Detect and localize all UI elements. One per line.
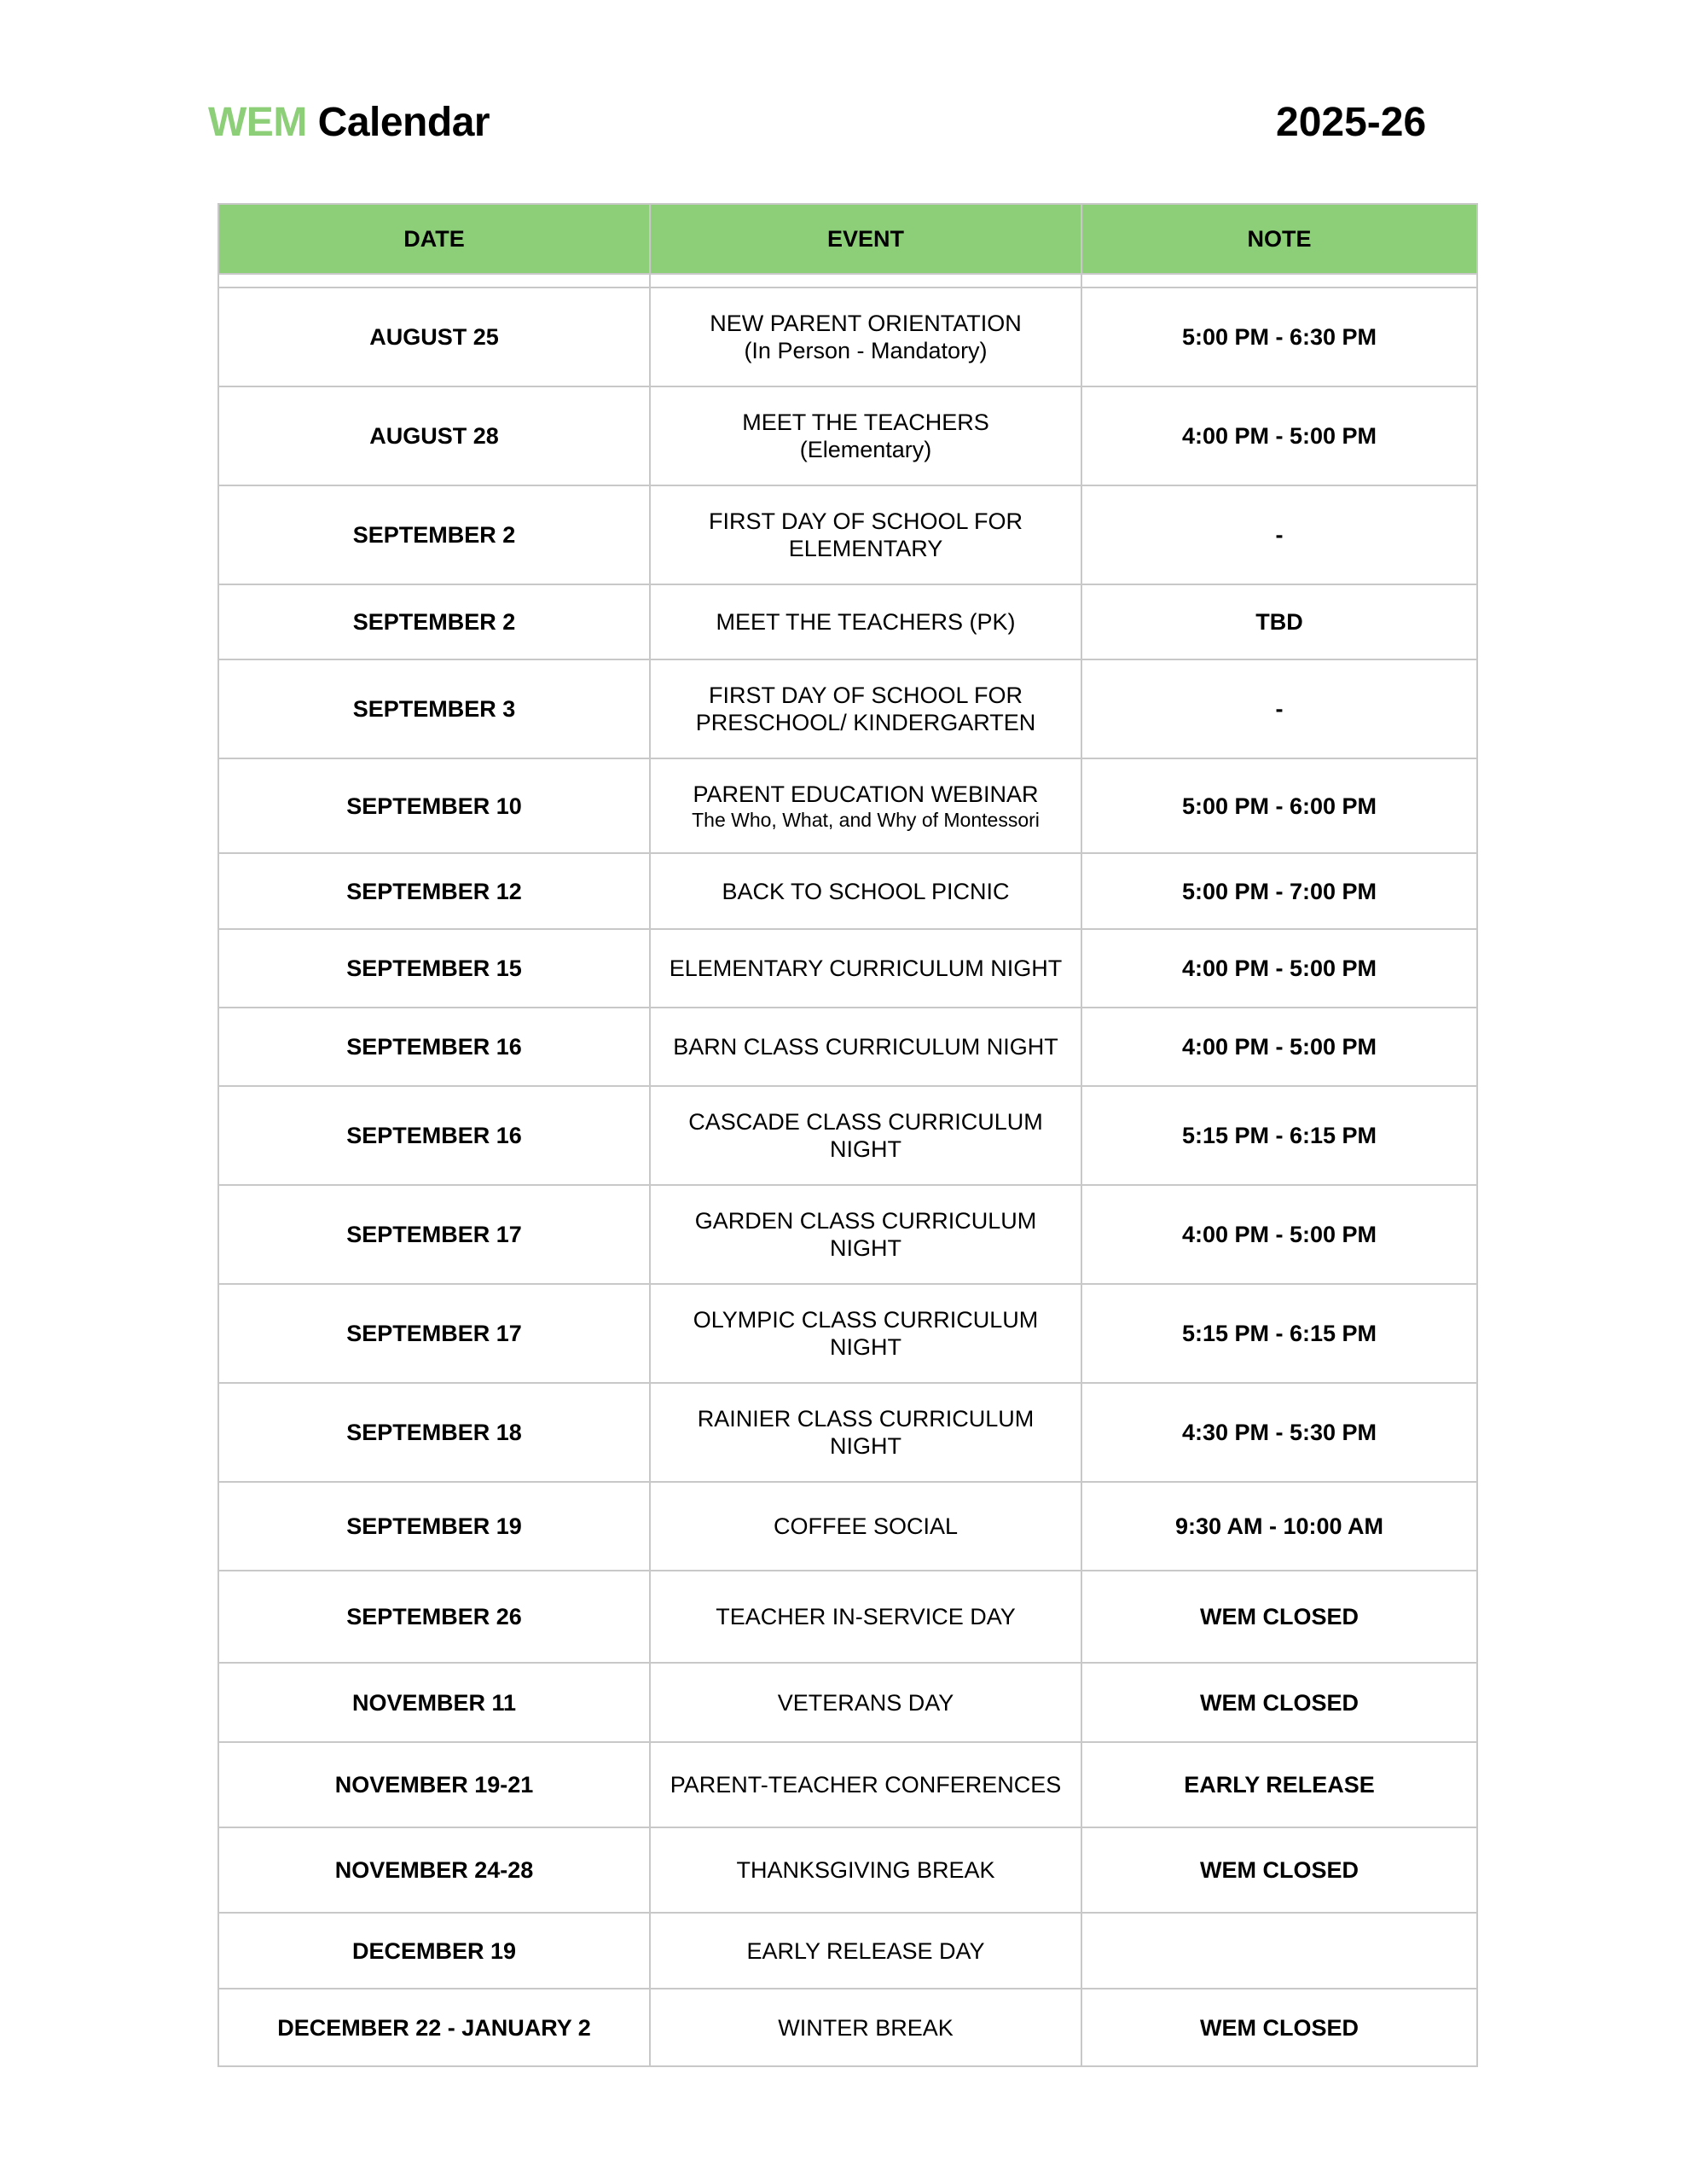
- row-date: DECEMBER 22 - JANUARY 2: [218, 1989, 650, 2066]
- event-title: BARN CLASS CURRICULUM NIGHT: [673, 1034, 1058, 1060]
- row-note: 4:00 PM - 5:00 PM: [1081, 1008, 1477, 1086]
- row-date: SEPTEMBER 2: [218, 584, 650, 659]
- table-row: [218, 1008, 1477, 1086]
- calendar-table: [217, 203, 1478, 2067]
- row-date: SEPTEMBER 12: [218, 853, 650, 929]
- event-subtitle: PRESCHOOL/ KINDERGARTEN: [695, 710, 1036, 735]
- row-event: [650, 1185, 1081, 1284]
- event-title: NEW PARENT ORIENTATION: [710, 311, 1022, 336]
- row-event: [650, 386, 1081, 485]
- table-row: [218, 659, 1477, 758]
- row-event: [650, 758, 1081, 853]
- table-row: [218, 1383, 1477, 1482]
- table-row: [218, 485, 1477, 584]
- row-date: NOVEMBER 19-21: [218, 1742, 650, 1827]
- row-note: [1081, 1913, 1477, 1989]
- column-header-event: EVENT: [650, 204, 1081, 274]
- table-row: [218, 386, 1477, 485]
- row-event: [650, 1913, 1081, 1989]
- event-title: CASCADE CLASS CURRICULUM: [688, 1109, 1043, 1135]
- row-date: AUGUST 25: [218, 288, 650, 386]
- row-note: 4:00 PM - 5:00 PM: [1081, 386, 1477, 485]
- row-event: [650, 1827, 1081, 1913]
- event-title: FIRST DAY OF SCHOOL FOR: [708, 508, 1023, 534]
- header-spacer: [218, 274, 1477, 288]
- row-event: [650, 1383, 1081, 1482]
- table-row: [218, 1185, 1477, 1284]
- row-date: NOVEMBER 24-28: [218, 1827, 650, 1913]
- table-row: [218, 288, 1477, 386]
- row-date: NOVEMBER 11: [218, 1663, 650, 1742]
- table-row: [218, 1663, 1477, 1742]
- table-row: [218, 1086, 1477, 1185]
- row-date: SEPTEMBER 18: [218, 1383, 650, 1482]
- row-event: [650, 1663, 1081, 1742]
- row-note: 5:15 PM - 6:15 PM: [1081, 1284, 1477, 1383]
- row-date: SEPTEMBER 16: [218, 1008, 650, 1086]
- row-event: [650, 853, 1081, 929]
- row-note: EARLY RELEASE: [1081, 1742, 1477, 1827]
- row-date: SEPTEMBER 3: [218, 659, 650, 758]
- table-row: [218, 1482, 1477, 1571]
- row-note: -: [1081, 659, 1477, 758]
- event-title: TEACHER IN-SERVICE DAY: [716, 1604, 1016, 1629]
- row-note: TBD: [1081, 584, 1477, 659]
- row-date: SEPTEMBER 15: [218, 929, 650, 1008]
- row-note: -: [1081, 485, 1477, 584]
- table-row: [218, 853, 1477, 929]
- row-note: 5:00 PM - 7:00 PM: [1081, 853, 1477, 929]
- row-note: 4:30 PM - 5:30 PM: [1081, 1383, 1477, 1482]
- row-note: WEM CLOSED: [1081, 1571, 1477, 1663]
- row-date: SEPTEMBER 17: [218, 1284, 650, 1383]
- row-date: SEPTEMBER 2: [218, 485, 650, 584]
- event-title: EARLY RELEASE DAY: [746, 1937, 985, 1964]
- row-event: [650, 659, 1081, 758]
- table-row: [218, 1742, 1477, 1827]
- table-row: [218, 584, 1477, 659]
- row-date: SEPTEMBER 17: [218, 1185, 650, 1284]
- school-year: 2025-26: [1276, 100, 1427, 145]
- brand-name: WEM: [208, 100, 307, 145]
- row-date: SEPTEMBER 26: [218, 1571, 650, 1663]
- row-date: DECEMBER 19: [218, 1913, 650, 1989]
- row-note: 5:00 PM - 6:30 PM: [1081, 288, 1477, 386]
- row-event: [650, 288, 1081, 386]
- row-note: WEM CLOSED: [1081, 1663, 1477, 1742]
- event-description: The Who, What, and Why of Montessori: [692, 808, 1040, 831]
- row-event: [650, 485, 1081, 584]
- row-note: 5:15 PM - 6:15 PM: [1081, 1086, 1477, 1185]
- row-note: 5:00 PM - 6:00 PM: [1081, 758, 1477, 853]
- table-row: [218, 1913, 1477, 1989]
- row-date: SEPTEMBER 19: [218, 1482, 650, 1571]
- table-row: [218, 1284, 1477, 1383]
- row-event: [650, 1482, 1081, 1571]
- table-header-row: [218, 204, 1477, 274]
- event-subtitle: (In Person - Mandatory): [744, 338, 988, 363]
- event-title: PARENT EDUCATION WEBINAR: [693, 781, 1039, 807]
- title-text: Calendar: [317, 100, 490, 145]
- event-subtitle: NIGHT: [830, 1136, 901, 1162]
- row-note: 4:00 PM - 5:00 PM: [1081, 929, 1477, 1008]
- event-subtitle: ELEMENTARY: [788, 536, 943, 561]
- event-title: VETERANS DAY: [777, 1689, 954, 1716]
- column-header-date: DATE: [218, 204, 650, 274]
- event-subtitle: (Elementary): [799, 437, 932, 462]
- row-event: [650, 1086, 1081, 1185]
- row-event: [650, 1284, 1081, 1383]
- event-title: COFFEE SOCIAL: [773, 1513, 959, 1539]
- table-row: [218, 929, 1477, 1008]
- event-title: RAINIER CLASS CURRICULUM: [697, 1406, 1035, 1432]
- column-header-note: NOTE: [1081, 204, 1477, 274]
- table-row: [218, 1827, 1477, 1913]
- row-event: [650, 584, 1081, 659]
- event-title: BACK TO SCHOOL PICNIC: [722, 878, 1010, 904]
- event-title: FIRST DAY OF SCHOOL FOR: [708, 682, 1023, 708]
- row-note: WEM CLOSED: [1081, 1989, 1477, 2066]
- event-title: MEET THE TEACHERS (PK): [716, 609, 1016, 635]
- row-note: WEM CLOSED: [1081, 1827, 1477, 1913]
- event-subtitle: NIGHT: [830, 1433, 901, 1459]
- row-event: [650, 1571, 1081, 1663]
- table-row: [218, 1989, 1477, 2066]
- event-title: ELEMENTARY CURRICULUM NIGHT: [669, 956, 1063, 981]
- table-row: [218, 1571, 1477, 1663]
- row-date: SEPTEMBER 16: [218, 1086, 650, 1185]
- event-subtitle: NIGHT: [830, 1235, 901, 1261]
- row-event: [650, 1989, 1081, 2066]
- event-title: GARDEN CLASS CURRICULUM: [694, 1208, 1037, 1234]
- row-event: [650, 1008, 1081, 1086]
- event-title: PARENT-TEACHER CONFERENCES: [670, 1772, 1062, 1798]
- table-row: [218, 758, 1477, 853]
- event-title: MEET THE TEACHERS: [742, 410, 989, 435]
- row-event: [650, 929, 1081, 1008]
- event-title: THANKSGIVING BREAK: [736, 1857, 995, 1883]
- page-title: [208, 96, 490, 150]
- event-title: WINTER BREAK: [778, 2014, 954, 2041]
- event-title: OLYMPIC CLASS CURRICULUM: [693, 1307, 1039, 1333]
- row-note: 4:00 PM - 5:00 PM: [1081, 1185, 1477, 1284]
- row-event: [650, 1742, 1081, 1827]
- calendar-body: [218, 274, 1477, 2066]
- row-date: AUGUST 28: [218, 386, 650, 485]
- event-subtitle: NIGHT: [830, 1334, 901, 1360]
- row-date: SEPTEMBER 10: [218, 758, 650, 853]
- row-note: 9:30 AM - 10:00 AM: [1081, 1482, 1477, 1571]
